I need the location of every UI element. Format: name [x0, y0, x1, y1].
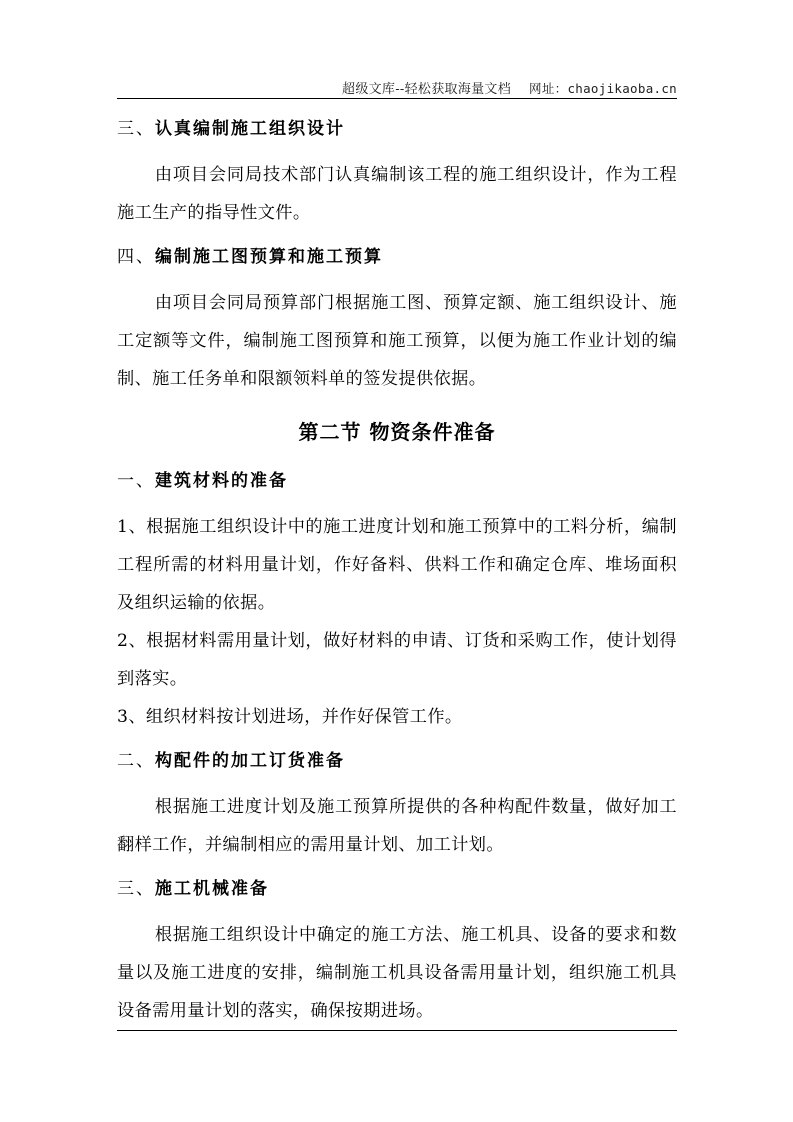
section-heading [117, 462, 677, 500]
paragraph: 根据施工进度计划及施工预算所提供的各种构配件数量，做好加工翻样工作，并编制相应的需用量计划、加工计划。 [117, 797, 677, 855]
paragraph: 由项目会同局预算部门根据施工图、预算定额、施工组织设计、施工定额等文件，编制施工图预算和施工预算，以便为施工作业计划的编制、施工任务单和限额领料单的签发提供依据。 [117, 293, 677, 389]
heading-number: 二、 [117, 751, 155, 771]
heading-text: 施工机械准备 [155, 879, 269, 899]
list-item: 2、根据材料需用量计划，做好材料的申请、订货和采购工作，使计划得到落实。 [117, 631, 677, 689]
heading-number: 三、 [117, 119, 155, 139]
header-site-name: 超级文库--轻松获取海量文档 [342, 82, 512, 97]
heading-text: 认真编制施工组织设计 [155, 119, 345, 139]
heading-number: 四、 [117, 247, 155, 267]
heading-text: 建筑材料的准备 [155, 471, 288, 491]
page-header [117, 78, 677, 98]
header-url-group [529, 81, 677, 96]
header-url[interactable]: chaojikaoba.cn [567, 81, 677, 96]
header-divider [117, 98, 677, 99]
heading-text: 编制施工图预算和施工预算 [155, 247, 383, 267]
section-heading [117, 742, 677, 780]
heading-text: 构配件的加工订货准备 [155, 751, 345, 771]
list-item: 3、组织材料按计划进场，并作好保管工作。 [117, 707, 463, 727]
list-item: 1、根据施工组织设计中的施工进度计划和施工预算中的工料分析，编制工程所需的材料用量计划，作好备料、供料工作和确定仓库、堆场面积及组织运输的依据。 [117, 517, 677, 613]
section-heading [117, 110, 677, 148]
paragraph: 根据施工组织设计中确定的施工方法、施工机具、设备的要求和数量以及施工进度的安排，编制施工机具设备需用量计划，组织施工机具设备需用量计划的落实，确保按期进场。 [117, 925, 677, 1021]
heading-number: 三、 [117, 879, 155, 899]
header-url-label: 网址： [529, 81, 568, 96]
section-heading [117, 870, 677, 908]
footer-divider [117, 1030, 677, 1031]
paragraph: 由项目会同局技术部门认真编制该工程的施工组织设计，作为工程施工生产的指导性文件。 [117, 165, 677, 223]
document-body [117, 110, 677, 1030]
section-heading [117, 238, 677, 276]
heading-number: 一、 [117, 471, 155, 491]
chapter-title: 第二节 物资条件准备 [298, 420, 496, 444]
